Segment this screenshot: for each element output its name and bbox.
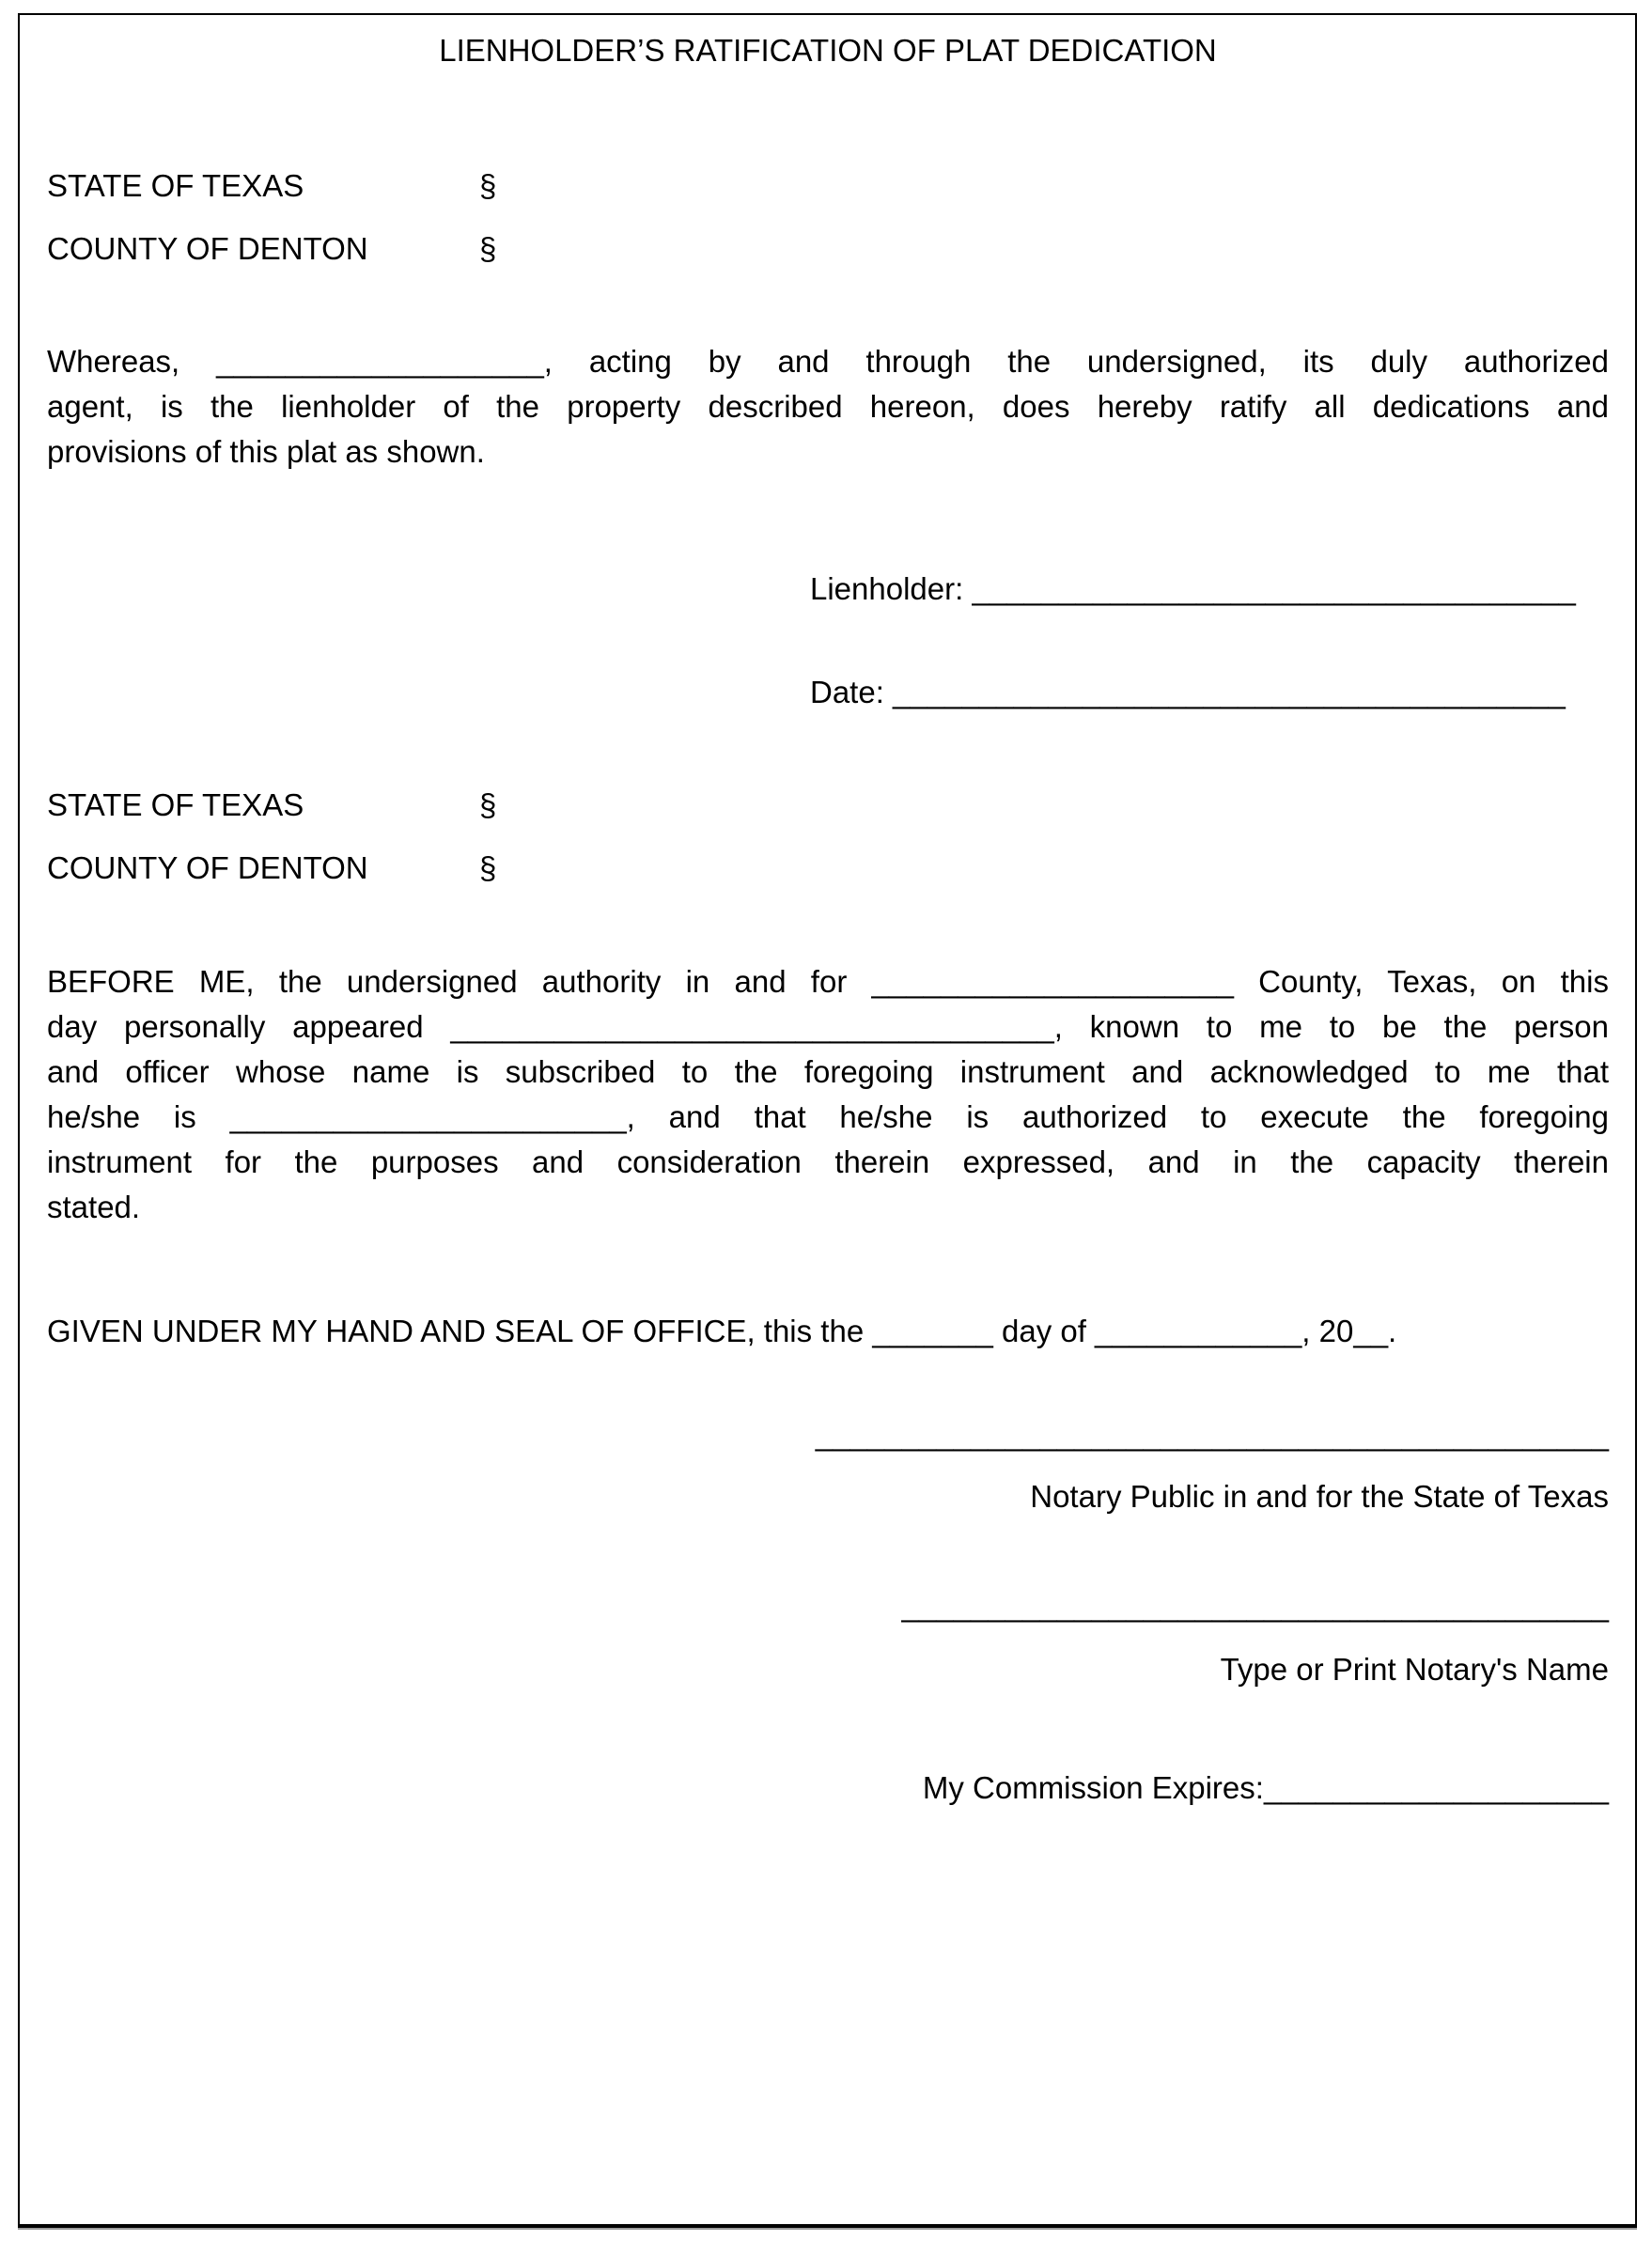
commission-expires-label: My Commission Expires:	[922, 1770, 1264, 1805]
section-mark: §	[479, 168, 497, 203]
lienholder-blank-line: ___________________________________	[972, 571, 1576, 606]
commission-expires-field	[47, 1766, 1609, 1811]
whereas-line-1: Whereas, ___________________, acting by and through the undersigned, its duly authorized	[47, 344, 1609, 379]
section-mark: §	[479, 231, 497, 266]
page-border-frame	[18, 13, 1637, 2228]
document-title: LIENHOLDER’S RATIFICATION OF PLAT DEDICATION	[439, 33, 1217, 68]
jurat-county-line	[47, 226, 1609, 272]
jurat-top	[47, 163, 1609, 272]
notary-line-3: and officer whose name is subscribed to the foregoing instrument and acknowledged to me that	[47, 1054, 1609, 1089]
jurat-bottom	[47, 783, 1609, 891]
notary-line-5: instrument for the purposes and consideration therein expressed, and in the capacity therein	[47, 1144, 1609, 1179]
jurat-county-label: COUNTY OF DENTON	[47, 231, 368, 266]
given-under-hand-line: GIVEN UNDER MY HAND AND SEAL OF OFFICE, this the _______ day of ____________, 20__.	[47, 1314, 1397, 1348]
section-mark: §	[479, 850, 497, 885]
date-blank-line: _______________________________________	[893, 675, 1566, 709]
jurat-state-label: STATE OF TEXAS	[47, 787, 304, 822]
notary-public-label: Notary Public in and for the State of Texas	[1030, 1479, 1609, 1514]
section-mark: §	[479, 787, 497, 822]
notary-line-4: he/she is _______________________, and that he/she is authorized to execute the foregoing	[47, 1099, 1609, 1134]
notary-line-1: BEFORE ME, the undersigned authority in and for _____________________ County, Texas, on this	[47, 964, 1609, 999]
notary-acknowledgment-paragraph	[47, 959, 1609, 1230]
notary-printed-name-line: _________________________________________	[901, 1588, 1609, 1623]
jurat-state-line	[47, 163, 1609, 209]
jurat-state-line	[47, 783, 1609, 828]
whereas-line-2: agent, is the lienholder of the property described hereon, does hereby ratify all dedications and	[47, 389, 1609, 424]
jurat-county-line	[47, 846, 1609, 891]
notary-signature-line: ______________________________________________	[815, 1417, 1609, 1452]
lienholder-field	[47, 567, 1609, 612]
jurat-state-label: STATE OF TEXAS	[47, 168, 304, 203]
notary-line-6: stated.	[47, 1190, 141, 1224]
notary-line-2: day personally appeared ___________________________________, known to me to be the person	[47, 1009, 1609, 1044]
whereas-line-3: provisions of this plat as shown.	[47, 434, 485, 469]
whereas-paragraph	[47, 339, 1609, 475]
jurat-county-label: COUNTY OF DENTON	[47, 850, 368, 885]
notary-printed-name-label: Type or Print Notary's Name	[1220, 1652, 1609, 1687]
date-field	[47, 670, 1609, 715]
commission-expires-blank-line: ____________________	[1263, 1770, 1609, 1805]
lienholder-label: Lienholder:	[810, 571, 964, 606]
date-label: Date:	[810, 675, 884, 709]
